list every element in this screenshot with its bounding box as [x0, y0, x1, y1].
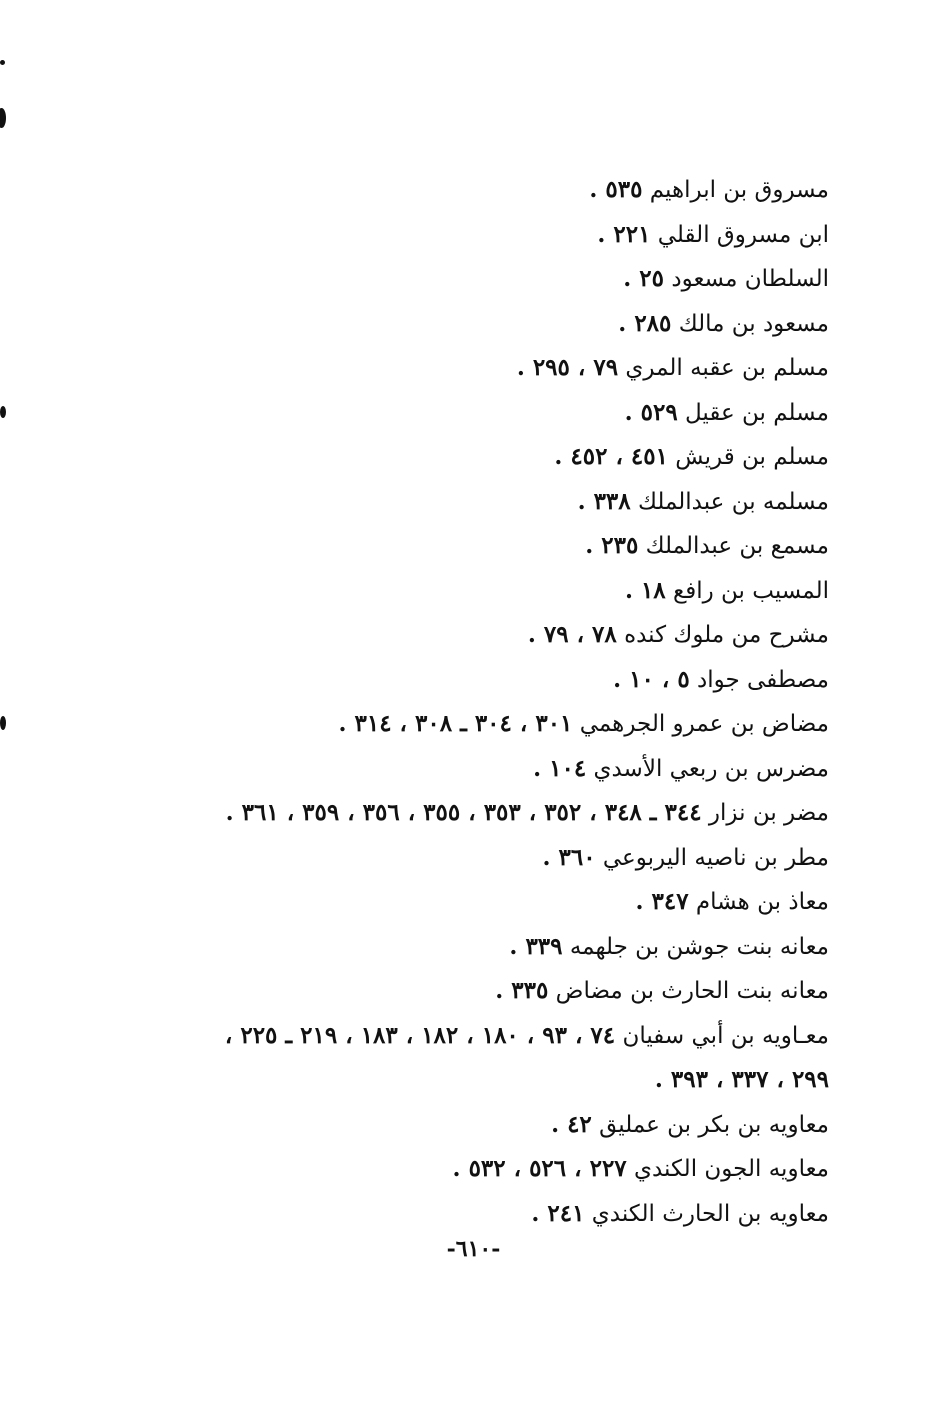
- index-entry: [109, 1192, 829, 1237]
- entry-name: مضرس بن ربعي الأسدي: [593, 755, 829, 782]
- entry-name: مشرح من ملوك كنده: [624, 622, 829, 648]
- entry-page-refs: ٣٣٥ .: [495, 977, 549, 1004]
- entry-page-refs: ٧٨ ، ٧٩ .: [527, 621, 617, 648]
- entry-name: معاويه بن الحارث الكندي: [591, 1200, 829, 1227]
- entry-page-refs: ٣٣٩ .: [509, 932, 563, 960]
- entry-page-refs: ٣٤٧ .: [635, 888, 689, 915]
- index-entry-list: [109, 168, 829, 1236]
- entry-name: مطر بن ناصيه اليربوعي: [602, 844, 829, 871]
- entry-name: المسيب بن رافع: [672, 577, 829, 604]
- scan-margin-mark: [0, 716, 6, 730]
- entry-page-refs: ٥ ، ١٠ .: [613, 665, 690, 693]
- index-entry: [109, 702, 829, 747]
- entry-page-refs: ٢٢٧ ، ٥٢٦ ، ٥٣٢ .: [452, 1155, 627, 1182]
- index-entry: [109, 836, 829, 881]
- entry-page-refs-continued: ٢٩٩ ، ٣٣٧ ، ٣٩٣ .: [654, 1066, 829, 1093]
- entry-name: مسلم بن قريش: [675, 444, 829, 470]
- page-number: -٦١٠-: [446, 1236, 501, 1262]
- index-entry: [109, 1014, 829, 1103]
- entry-page-refs: ٣٠١ ، ٣٠٤ ـ ٣٠٨ ، ٣١٤ .: [338, 710, 573, 737]
- entry-page-refs: ٢٤١ .: [531, 1199, 585, 1227]
- entry-page-refs: ٢٨٥ .: [618, 309, 672, 337]
- entry-page-refs: ١٠٤ .: [533, 754, 587, 782]
- entry-page-refs: ٣٦٠ .: [542, 843, 596, 871]
- entry-name: ابن مسروق القلي: [657, 221, 829, 248]
- index-entry: [109, 658, 829, 703]
- index-entry: [109, 435, 829, 480]
- entry-name: معـاويه بن أبي سفيان: [622, 1022, 829, 1049]
- entry-name: مسعود بن مالك: [678, 310, 829, 337]
- index-entry: [109, 925, 829, 970]
- entry-page-refs: ٢٥ .: [623, 265, 665, 292]
- index-entry: [109, 880, 829, 925]
- entry-page-refs: ٥٢٩ .: [624, 398, 678, 426]
- index-entry: [109, 480, 829, 525]
- entry-page-refs: ٣٤٤ ـ ٣٤٨ ، ٣٥٢ ، ٣٥٣ ، ٣٥٥ ، ٣٥٦ ، ٣٥٩ ، ٣٦١ .: [225, 799, 702, 826]
- entry-name: السلطان مسعود: [671, 266, 829, 292]
- entry-name: مسلمه بن عبدالملك: [637, 488, 829, 515]
- index-entry: [109, 524, 829, 569]
- index-entry: [109, 346, 829, 391]
- index-entry: [109, 747, 829, 792]
- entry-name: مضر بن نزار: [708, 800, 829, 826]
- entry-page-refs: ٢٣٥ .: [585, 532, 639, 559]
- entry-page-refs: ٥٣٥ .: [589, 176, 643, 203]
- entry-name: معاذ بن هشام: [695, 889, 829, 915]
- index-entry: [109, 791, 829, 836]
- index-entry: [109, 1147, 829, 1192]
- entry-page-refs: ٣٣٨ .: [577, 487, 631, 515]
- entry-page-refs: ١٨ .: [624, 576, 666, 604]
- index-entry: [109, 969, 829, 1014]
- index-entry: [109, 1103, 829, 1148]
- scan-margin-mark: [0, 108, 6, 128]
- entry-page-refs: ٧٩ ، ٢٩٥ .: [516, 354, 619, 381]
- index-entry: [109, 391, 829, 436]
- entry-name: مضاض بن عمرو الجرهمي: [579, 711, 829, 737]
- index-entry: [109, 613, 829, 658]
- entry-name: معاويه الجون الكندي: [633, 1156, 829, 1182]
- index-entry: [109, 257, 829, 302]
- entry-page-refs: ٢٢١ .: [597, 220, 651, 248]
- entry-name: معاويه بن بكر بن عمليق: [599, 1111, 829, 1138]
- index-entry: [109, 302, 829, 347]
- entry-name: مسلم بن عقيل: [684, 399, 829, 426]
- index-entry: [109, 168, 829, 213]
- scan-margin-mark: [0, 60, 5, 65]
- scan-margin-mark: [0, 406, 6, 418]
- entry-name: مصطفى جواد: [697, 666, 829, 693]
- entry-name: معانه بنت جوشن بن جلهمه: [569, 933, 829, 960]
- entry-name: مسمع بن عبدالملك: [645, 533, 829, 559]
- index-entry: [109, 213, 829, 258]
- entry-page-refs: ٤٥١ ، ٤٥٢ .: [554, 443, 668, 470]
- index-entry: [109, 569, 829, 614]
- entry-page-refs: ٤٢ .: [551, 1110, 592, 1138]
- entry-page-refs: ٧٤ ، ٩٣ ، ١٨٠ ، ١٨٢ ، ١٨٣ ، ٢١٩ ـ ٢٢٥ ،: [224, 1021, 616, 1049]
- entry-name: مسروق بن ابراهيم: [649, 177, 829, 203]
- entry-name: معانه بنت الحارث بن مضاض: [555, 978, 829, 1004]
- entry-name: مسلم بن عقبه المري: [625, 355, 829, 381]
